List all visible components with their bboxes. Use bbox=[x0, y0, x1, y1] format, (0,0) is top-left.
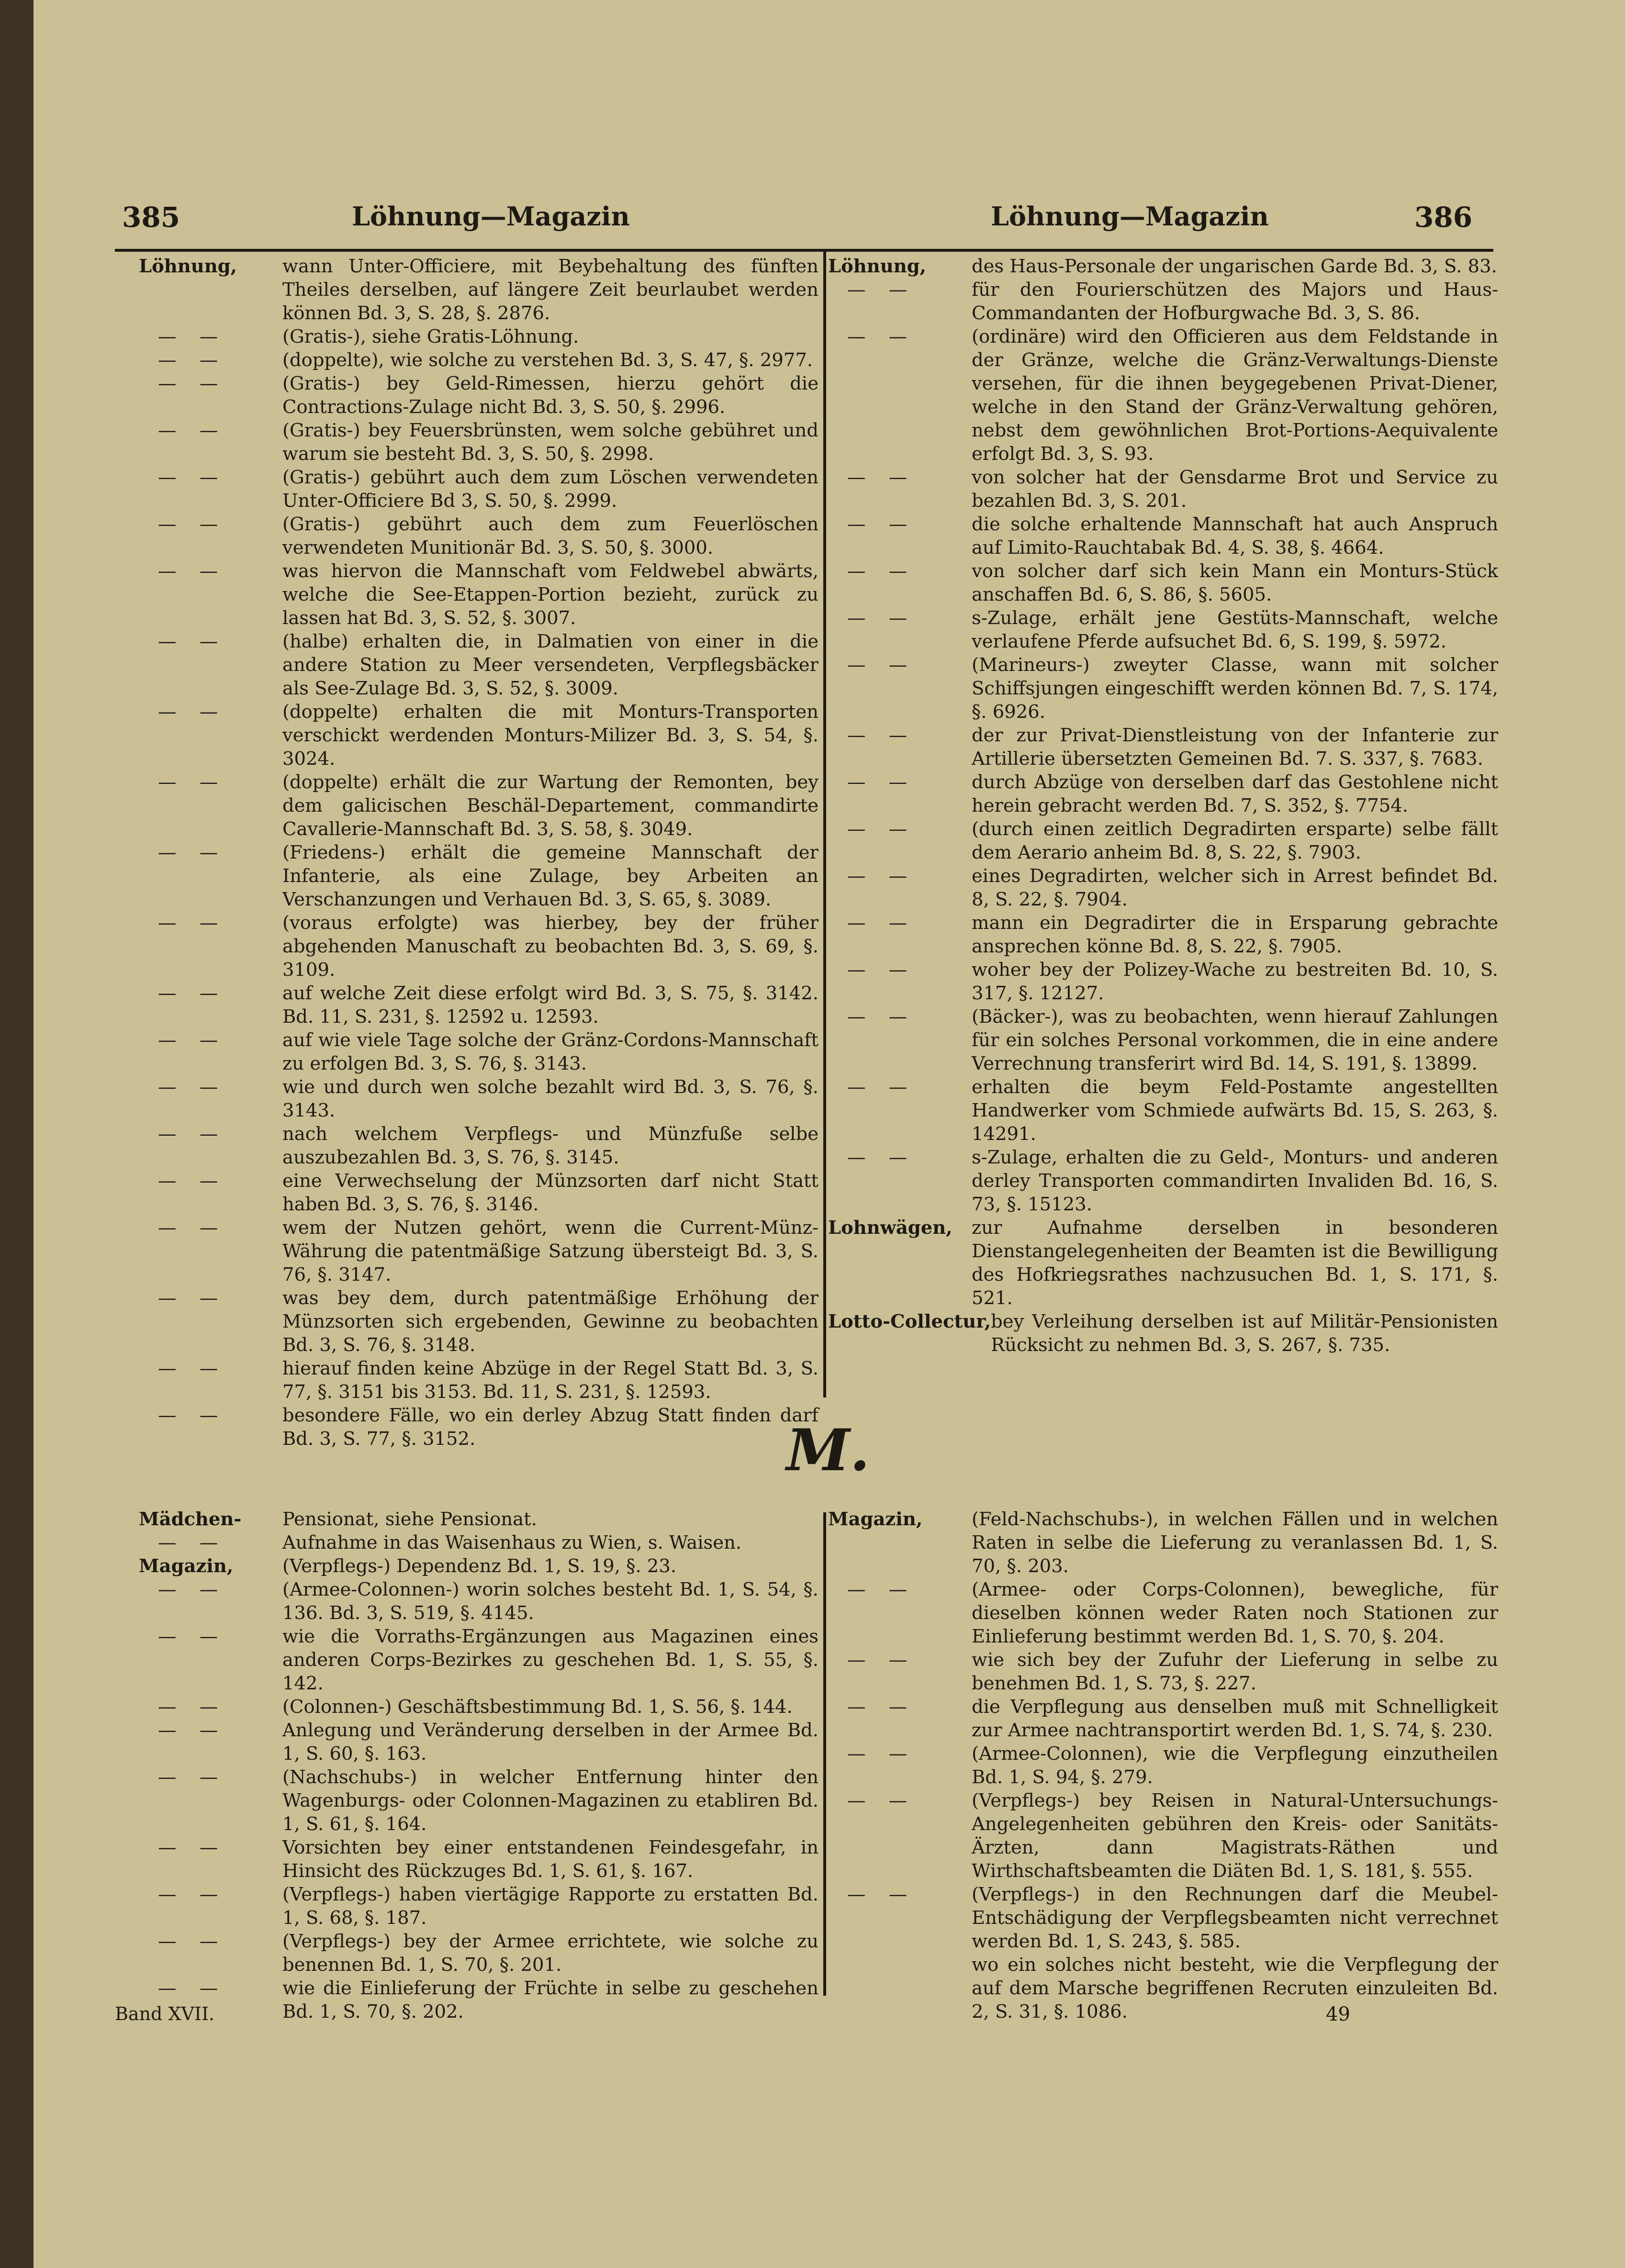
section-letter: M. bbox=[786, 1417, 870, 1484]
entry-keyword: — — bbox=[158, 420, 227, 441]
entry-text: (Bäcker-), was zu beobachten, wenn hierauf Zahlungen für ein solches Personal vorkommen, die in eine andere Verrechnung transferirt wird Bd. 14, S. 191, §. 13899. bbox=[972, 1006, 1498, 1074]
entry-text: nach welchem Verpflegs- und Münzfuße selbe auszubezahlen Bd. 3, S. 76, §. 3145. bbox=[282, 1123, 818, 1168]
index-entry bbox=[139, 1625, 818, 1695]
entry-keyword: Löhnung, bbox=[139, 256, 237, 277]
index-entry bbox=[828, 653, 1498, 724]
entry-text: (Gratis-), siehe Gratis-Löhnung. bbox=[282, 326, 579, 347]
index-entry bbox=[139, 1578, 818, 1625]
entry-text: wo ein solches nicht besteht, wie die Verpflegung der auf dem Marsche begriffenen Recruten einzuleiten Bd. 2, S. 31, §. 1086. bbox=[972, 1954, 1498, 2022]
index-entry bbox=[139, 1508, 818, 1531]
entry-keyword: — — bbox=[158, 983, 227, 1004]
entry-text: hierauf finden keine Abzüge in der Regel Statt Bd. 3, S. 77, §. 3151 bis 3153. Bd. 11, S. 231, §. 12593. bbox=[282, 1358, 818, 1403]
entry-keyword: — — bbox=[158, 1931, 227, 1952]
entry-keyword: — — bbox=[158, 1029, 227, 1051]
entry-text: wie die Einlieferung der Früchte in selbe zu geschehen Bd. 1, S. 70, §. 202. bbox=[282, 1978, 818, 2022]
index-entry bbox=[139, 911, 818, 982]
entry-keyword: — — bbox=[847, 1743, 916, 1765]
entry-keyword: — — bbox=[847, 1006, 916, 1028]
index-entry bbox=[139, 1883, 818, 1930]
entry-keyword: — — bbox=[158, 514, 227, 535]
index-entry bbox=[139, 700, 818, 771]
index-entry bbox=[139, 841, 818, 911]
entry-keyword: — — bbox=[847, 467, 916, 488]
index-entry bbox=[828, 559, 1498, 606]
index-entry bbox=[139, 325, 818, 348]
index-entry bbox=[139, 1286, 818, 1357]
index-entry bbox=[139, 1169, 818, 1216]
entry-keyword: — — bbox=[847, 1579, 916, 1600]
entry-text: (Nachschubs-) in welcher Entfernung hinter den Wagenburgs- oder Colonnen-Magazinen zu etabliren Bd. 1, S. 61, §. 164. bbox=[282, 1766, 818, 1835]
entry-keyword: — — bbox=[158, 1217, 227, 1239]
entry-text: (doppelte), wie solche zu verstehen Bd. 3, S. 47, §. 2977. bbox=[282, 349, 813, 371]
upper-column-divider bbox=[823, 251, 826, 1397]
index-entry bbox=[828, 817, 1498, 864]
running-title-left: Löhnung—Magazin bbox=[352, 201, 630, 232]
page-number-left: 385 bbox=[122, 201, 180, 234]
index-entry bbox=[828, 864, 1498, 911]
entry-text: die Verpflegung aus denselben muß mit Schnelligkeit zur Armee nachtransportirt werden Bd. 1, S. 74, §. 230. bbox=[972, 1696, 1498, 1741]
entry-text: erhalten die beym Feld-Postamte angestellten Handwerker vom Schmiede aufwärts Bd. 15, S. 263, §. 14291. bbox=[972, 1076, 1498, 1145]
entry-keyword: — — bbox=[158, 373, 227, 394]
entry-text: eine Verwechselung der Münzsorten darf nicht Statt haben Bd. 3, S. 76, §. 3146. bbox=[282, 1170, 818, 1215]
entry-keyword: — — bbox=[158, 560, 227, 582]
index-entry bbox=[828, 1648, 1498, 1695]
index-entry bbox=[828, 911, 1498, 958]
index-entry bbox=[139, 1531, 818, 1554]
entry-text: (Verpflegs-) bey der Armee errichtete, wie solche zu benennen Bd. 1, S. 70, §. 201. bbox=[282, 1931, 818, 1976]
entry-text: von solcher hat der Gensdarme Brot und Service zu bezahlen Bd. 3, S. 201. bbox=[972, 467, 1498, 512]
entry-text: was hiervon die Mannschaft vom Feldwebel abwärts, welche die See-Etappen-Portion bezieht, zurück zu lassen hat Bd. 3, S. 52, §. 3007. bbox=[282, 560, 818, 629]
entry-text: (ordinäre) wird den Officieren aus dem Feldstande in der Gränze, welche die Gränz-Verwaltungs-Dienste versehen, für die ihnen beygegebenen Privat-Diener, welche in den Stand der Gränz-Verwaltung gehören, nebst dem gewöhnlichen Brot-Portions-Aequivalente erfolgt Bd. 3, S. 93. bbox=[972, 326, 1498, 465]
entry-text: (doppelte) erhalten die mit Monturs-Transporten verschickt werdenden Monturs-Milizer Bd. 3, S. 54, §. 3024. bbox=[282, 701, 818, 770]
lower-right-column bbox=[828, 1508, 1498, 2023]
index-entry bbox=[828, 1005, 1498, 1075]
entry-keyword: — — bbox=[158, 912, 227, 934]
index-entry bbox=[828, 1883, 1498, 1953]
entry-keyword: — — bbox=[158, 1696, 227, 1718]
entry-text: s-Zulage, erhält jene Gestüts-Mannschaft, welche verlaufene Pferde aufsuchet Bd. 6, S. 199, §. 5972. bbox=[972, 607, 1498, 652]
index-entry bbox=[828, 958, 1498, 1005]
entry-text: Anlegung und Veränderung derselben in der Armee Bd. 1, S. 60, §. 163. bbox=[282, 1720, 818, 1765]
index-entry bbox=[139, 630, 818, 700]
entry-keyword: — — bbox=[158, 1405, 227, 1426]
entry-keyword: Mädchen- bbox=[139, 1508, 242, 1530]
entry-text: mann ein Degradirter die in Ersparung gebrachte ansprechen könne Bd. 8, S. 22, §. 7905. bbox=[972, 912, 1498, 957]
entry-text: (Gratis-) gebührt auch dem zum Löschen verwendeten Unter-Officiere Bd 3, S. 50, §. 2999. bbox=[282, 467, 818, 512]
scanned-page bbox=[34, 0, 1625, 2268]
lower-left-column bbox=[139, 1508, 818, 2023]
entry-keyword: — — bbox=[158, 1720, 227, 1741]
index-entry bbox=[828, 1789, 1498, 1883]
entry-keyword: — — bbox=[847, 514, 916, 535]
index-entry bbox=[139, 982, 818, 1028]
entry-text: was bey dem, durch patentmäßige Erhöhung der Münzsorten sich ergebenden, Gewinne zu beobachten Bd. 3, S. 76, §. 3148. bbox=[282, 1287, 818, 1356]
entry-keyword: — — bbox=[158, 1579, 227, 1600]
index-entry bbox=[139, 1836, 818, 1883]
entry-text: für den Fourierschützen des Majors und Haus-Commandanten der Hofburgwache Bd. 3, S. 86. bbox=[972, 279, 1498, 324]
entry-text: wie sich bey der Zufuhr der Lieferung in selbe zu benehmen Bd. 1, S. 73, §. 227. bbox=[972, 1649, 1498, 1694]
entry-keyword: — — bbox=[847, 771, 916, 793]
entry-keyword: — — bbox=[847, 818, 916, 840]
entry-text: (Gratis-) bey Geld-Rimessen, hierzu gehört die Contractions-Zulage nicht Bd. 3, S. 50, §. 2996. bbox=[282, 373, 818, 418]
entry-text: (Verpflegs-) in den Rechnungen darf die Meubel-Entschädigung der Verpflegsbeamten nicht verrechnet werden Bd. 1, S. 243, §. 585. bbox=[972, 1884, 1498, 1952]
index-entry bbox=[139, 1554, 818, 1578]
entry-text: (Colonnen-) Geschäftsbestimmung Bd. 1, S. 56, §. 144. bbox=[282, 1696, 793, 1718]
entry-keyword: — — bbox=[847, 912, 916, 934]
index-entry bbox=[828, 1953, 1498, 2023]
entry-text: (Armee-Colonnen-) worin solches besteht Bd. 1, S. 54, §. 136. Bd. 3, S. 519, §. 4145. bbox=[282, 1579, 818, 1624]
entry-keyword: — — bbox=[847, 1790, 916, 1811]
entry-keyword: — — bbox=[158, 1884, 227, 1905]
entry-keyword: — — bbox=[847, 725, 916, 746]
index-entry bbox=[139, 513, 818, 559]
entry-keyword: — — bbox=[158, 326, 227, 347]
entry-keyword: Lotto-Collectur, bbox=[828, 1311, 991, 1332]
entry-keyword: — — bbox=[158, 349, 227, 371]
index-entry bbox=[139, 1028, 818, 1075]
entry-text: zur Aufnahme derselben in besonderen Dienstangelegenheiten der Beamten ist die Bewilligung des Hofkriegsrathes nachzusuchen Bd. 1, S. 171, §. 521. bbox=[972, 1217, 1498, 1309]
upper-right-column bbox=[828, 255, 1498, 1357]
index-entry bbox=[139, 771, 818, 841]
entry-keyword: — — bbox=[158, 842, 227, 863]
entry-keyword: — — bbox=[847, 607, 916, 629]
entry-text: (halbe) erhalten die, in Dalmatien von einer in die andere Station zu Meer versendeten, Verpflegsbäcker als See-Zulage Bd. 3, S. 52, §. 3009. bbox=[282, 631, 818, 699]
entry-keyword: — — bbox=[158, 1626, 227, 1647]
volume-signature: Band XVII. bbox=[115, 2003, 215, 2024]
index-entry bbox=[139, 1122, 818, 1169]
entry-text: wann Unter-Officiere, mit Beybehaltung des fünften Theiles derselben, auf längere Zeit beurlaubet werden können Bd. 3, S. 28, §. 2876. bbox=[282, 256, 818, 324]
entry-keyword: — — bbox=[847, 1649, 916, 1671]
entry-keyword: Magazin, bbox=[828, 1508, 923, 1530]
index-entry bbox=[139, 559, 818, 630]
entry-keyword: — — bbox=[847, 1147, 916, 1168]
entry-text: die solche erhaltende Mannschaft hat auch Anspruch auf Limito-Rauchtabak Bd. 4, S. 38, §. 4664. bbox=[972, 514, 1498, 559]
index-entry bbox=[139, 1977, 818, 2023]
entry-text: (Verpflegs-) bey Reisen in Natural-Untersuchungs-Angelegenheiten gebühren den Kreis- oder Sanitäts-Ärzten, dann Magistrats-Räthen und Wirthschaftsbeamten die Diäten Bd. 1, S. 181, §. 555. bbox=[972, 1790, 1498, 1882]
entry-keyword: — — bbox=[158, 467, 227, 488]
entry-text: (Armee- oder Corps-Colonnen), bewegliche, für dieselben können weder Raten noch Stationen zur Einlieferung bestimmt werden Bd. 1, S. 70, §. 204. bbox=[972, 1579, 1498, 1647]
entry-text: (Feld-Nachschubs-), in welchen Fällen und in welchen Raten in selbe die Lieferung zu veranlassen Bd. 1, S. 70, §. 203. bbox=[972, 1508, 1498, 1577]
index-entry bbox=[139, 1930, 818, 1977]
index-entry bbox=[139, 1075, 818, 1122]
index-entry bbox=[828, 278, 1498, 325]
entry-text: (Gratis-) bey Feuersbrünsten, wem solche gebühret und warum sie besteht Bd. 3, S. 50, §. 2998. bbox=[282, 420, 818, 465]
entry-text: bey Verleihung derselben ist auf Militär-Pensionisten Rücksicht zu nehmen Bd. 3, S. 267, §. 735. bbox=[991, 1311, 1498, 1356]
index-entry bbox=[828, 1508, 1498, 1578]
entry-text: auf welche Zeit diese erfolgt wird Bd. 3, S. 75, §. 3142. Bd. 11, S. 231, §. 12592 u. 12593. bbox=[282, 983, 818, 1028]
entry-keyword: Lohnwägen, bbox=[828, 1217, 953, 1239]
entry-keyword: — — bbox=[847, 865, 916, 887]
index-entry bbox=[828, 606, 1498, 653]
entry-text: Pensionat, siehe Pensionat. bbox=[282, 1508, 537, 1530]
entry-text: wie die Vorraths-Ergänzungen aus Magazinen eines anderen Corps-Bezirkes zu geschehen Bd. 1, S. 55, §. 142. bbox=[282, 1626, 818, 1694]
running-title-right: Löhnung—Magazin bbox=[991, 201, 1269, 232]
index-entry bbox=[139, 1765, 818, 1836]
entry-text: (durch einen zeitlich Degradirten ersparte) selbe fällt dem Aerario anheim Bd. 8, S. 22, §. 7903. bbox=[972, 818, 1498, 863]
index-entry bbox=[139, 419, 818, 466]
index-entry bbox=[828, 771, 1498, 817]
index-entry bbox=[139, 466, 818, 513]
entry-text: wem der Nutzen gehört, wenn die Current-Münz-Währung die patentmäßige Satzung übersteigt Bd. 3, S. 76, §. 3147. bbox=[282, 1217, 818, 1285]
index-entry bbox=[828, 513, 1498, 559]
entry-keyword: — — bbox=[847, 326, 916, 347]
entry-text: wie und durch wen solche bezahlt wird Bd. 3, S. 76, §. 3143. bbox=[282, 1076, 818, 1121]
entry-keyword: — — bbox=[158, 1170, 227, 1192]
index-entry bbox=[139, 1404, 818, 1451]
sheet-signature: 49 bbox=[1326, 2003, 1350, 2025]
entry-keyword: — — bbox=[158, 1766, 227, 1788]
index-entry bbox=[139, 1695, 818, 1719]
lower-column-divider bbox=[823, 1512, 826, 1996]
entry-text: Aufnahme in das Waisenhaus zu Wien, s. Waisen. bbox=[282, 1532, 742, 1553]
entry-text: von solcher darf sich kein Mann ein Monturs-Stück anschaffen Bd. 6, S. 86, §. 5605. bbox=[972, 560, 1498, 605]
entry-text: (doppelte) erhält die zur Wartung der Remonten, bey dem galicischen Beschäl-Departement, commandirte Cavallerie-Mannschaft Bd. 3, S. 58, §. 3049. bbox=[282, 771, 818, 840]
entry-text: (Marineurs-) zweyter Classe, wann mit solcher Schiffsjungen eingeschifft werden können Bd. 7, S. 174, §. 6926. bbox=[972, 654, 1498, 723]
entry-keyword: — — bbox=[847, 1076, 916, 1098]
index-entry bbox=[828, 325, 1498, 466]
entry-text: woher bey der Polizey-Wache zu bestreiten Bd. 10, S. 317, §. 12127. bbox=[972, 959, 1498, 1004]
entry-keyword: — — bbox=[847, 654, 916, 676]
index-entry bbox=[828, 1578, 1498, 1648]
entry-text: (Armee-Colonnen), wie die Verpflegung einzutheilen Bd. 1, S. 94, §. 279. bbox=[972, 1743, 1498, 1788]
entry-text: (Friedens-) erhält die gemeine Mannschaft der Infanterie, als eine Zulage, bey Arbeiten an Verschanzungen und Verhauen Bd. 3, S. 65, §. 3089. bbox=[282, 842, 818, 910]
entry-text: besondere Fälle, wo ein derley Abzug Statt finden darf Bd. 3, S. 77, §. 3152. bbox=[282, 1405, 818, 1450]
entry-text: des Haus-Personale der ungarischen Garde Bd. 3, S. 83. bbox=[972, 256, 1497, 277]
index-entry bbox=[828, 1742, 1498, 1789]
upper-left-column bbox=[139, 255, 818, 1451]
entry-text: (Verpflegs-) haben viertägige Rapporte zu erstatten Bd. 1, S. 68, §. 187. bbox=[282, 1884, 818, 1929]
entry-keyword: — — bbox=[158, 1978, 227, 1999]
book-spine bbox=[0, 0, 34, 2268]
entry-keyword: — — bbox=[158, 1287, 227, 1309]
entry-text: auf wie viele Tage solche der Gränz-Cordons-Mannschaft zu erfolgen Bd. 3, S. 76, §. 3143. bbox=[282, 1029, 818, 1074]
entry-keyword: — — bbox=[158, 701, 227, 723]
index-entry bbox=[139, 255, 818, 325]
index-entry bbox=[828, 1310, 1498, 1357]
index-entry bbox=[828, 1075, 1498, 1146]
index-entry bbox=[828, 255, 1498, 278]
entry-keyword: — — bbox=[158, 1532, 227, 1553]
entry-text: der zur Privat-Dienstleistung von der Infanterie zur Artillerie übersetzten Gemeinen Bd. 7. S. 337, §. 7683. bbox=[972, 725, 1498, 770]
entry-keyword: — — bbox=[847, 1884, 916, 1905]
entry-keyword: — — bbox=[158, 1076, 227, 1098]
index-entry bbox=[139, 1719, 818, 1765]
entry-text: (Verpflegs-) Dependenz Bd. 1, S. 19, §. 23. bbox=[282, 1555, 677, 1577]
entry-keyword: — — bbox=[847, 1696, 916, 1718]
page-number-right: 386 bbox=[1414, 201, 1473, 234]
index-entry bbox=[828, 724, 1498, 771]
entry-keyword: — — bbox=[847, 560, 916, 582]
index-entry bbox=[828, 466, 1498, 513]
index-entry bbox=[139, 1216, 818, 1286]
index-entry bbox=[828, 1695, 1498, 1742]
entry-keyword: Löhnung, bbox=[828, 256, 927, 277]
index-entry bbox=[828, 1146, 1498, 1216]
entry-keyword: — — bbox=[158, 1837, 227, 1858]
entry-text: eines Degradirten, welcher sich in Arrest befindet Bd. 8, S. 22, §. 7904. bbox=[972, 865, 1498, 910]
index-entry bbox=[828, 1216, 1498, 1310]
index-entry bbox=[139, 348, 818, 372]
entry-keyword: — — bbox=[847, 959, 916, 981]
entry-text: (Gratis-) gebührt auch dem zum Feuerlöschen verwendeten Munitionär Bd. 3, S. 50, §. 3000. bbox=[282, 514, 818, 559]
entry-keyword: — — bbox=[158, 631, 227, 652]
entry-text: (voraus erfolgte) was hierbey, bey der früher abgehenden Manuschaft zu beobachten Bd. 3, S. 69, §. 3109. bbox=[282, 912, 818, 981]
entry-text: Vorsichten bey einer entstandenen Feindesgefahr, in Hinsicht des Rückzuges Bd. 1, S. 61, §. 167. bbox=[282, 1837, 818, 1882]
entry-keyword: — — bbox=[158, 771, 227, 793]
index-entry bbox=[139, 372, 818, 419]
header-rule bbox=[115, 249, 1493, 252]
entry-keyword: — — bbox=[158, 1358, 227, 1379]
entry-text: s-Zulage, erhalten die zu Geld-, Monturs- und anderen derley Transporten commandirten Invaliden Bd. 16, S. 73, §. 15123. bbox=[972, 1147, 1498, 1215]
entry-keyword: Magazin, bbox=[139, 1555, 234, 1577]
entry-keyword: — — bbox=[847, 279, 916, 301]
entry-text: durch Abzüge von derselben darf das Gestohlene nicht herein gebracht werden Bd. 7, S. 352, §. 7754. bbox=[972, 771, 1498, 816]
entry-keyword: — — bbox=[158, 1123, 227, 1145]
index-entry bbox=[139, 1357, 818, 1404]
